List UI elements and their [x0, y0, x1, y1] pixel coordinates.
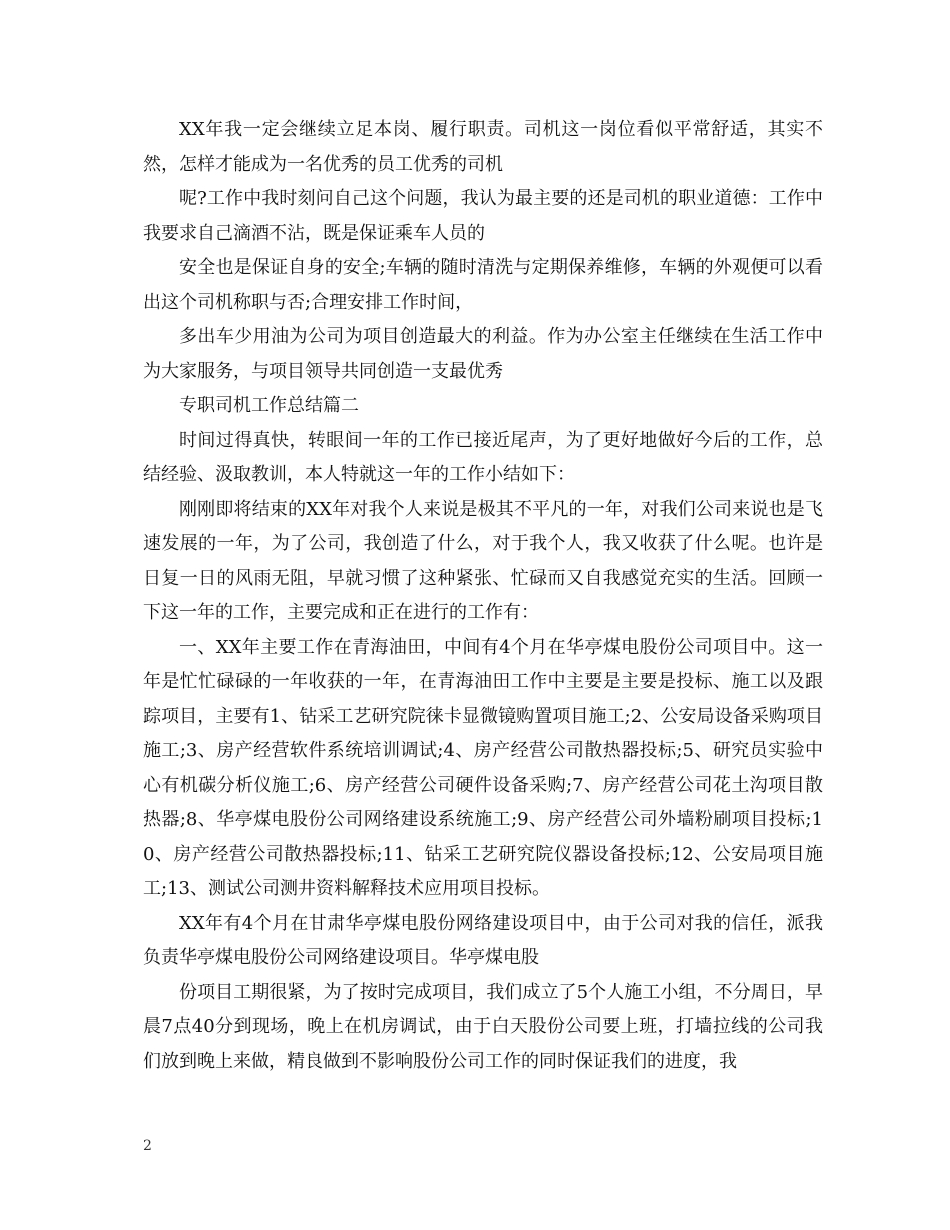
paragraph: XX年我一定会继续立足本岗、履行职责。司机这一岗位看似平常舒适，其实不然，怎样才能成为一名优秀的员工优秀的司机 [143, 119, 823, 175]
paragraph: 安全也是保证自身的安全;车辆的随时清洗与定期保养维修，车辆的外观便可以看出这个司机称职与否;合理安排工作时间， [143, 257, 823, 313]
paragraph: 呢?工作中我时刻问自己这个问题，我认为最主要的还是司机的职业道德：工作中我要求自己滴酒不沾，既是保证乘车人员的 [143, 188, 823, 244]
document-body [143, 113, 823, 1079]
page-number: 2 [143, 1138, 152, 1154]
paragraph: 刚刚即将结束的XX年对我个人来说是极其不平凡的一年，对我们公司来说也是飞速发展的一年，为了公司，我创造了什么，对于我个人，我又收获了什么呢。也许是日复一日的风雨无阻，早就习惯了这种紧张、忙碌而又自我感觉充实的生活。回顾一下这一年的工作，主要完成和正在进行的工作有： [143, 498, 823, 623]
paragraph: 份项目工期很紧，为了按时完成项目，我们成立了5个人施工小组，不分周日，早晨7点40分到现场，晚上在机房调试，由于白天股份公司要上班，打墙拉线的公司我们放到晚上来做，精良做到不影响股份公司工作的同时保证我们的进度，我 [143, 981, 823, 1072]
paragraph: XX年有4个月在甘肃华亭煤电股份网络建设项目中，由于公司对我的信任，派我负责华亭煤电股份公司网络建设项目。华亭煤电股 [143, 912, 823, 968]
paragraph: 多出车少用油为公司为项目创造最大的利益。作为办公室主任继续在生活工作中为大家服务，与项目领导共同创造一支最优秀 [143, 326, 823, 382]
paragraph: 时间过得真快，转眼间一年的工作已接近尾声，为了更好地做好今后的工作，总结经验、汲取教训，本人特就这一年的工作小结如下： [143, 429, 823, 485]
section-heading: 专职司机工作总结篇二 [179, 395, 359, 416]
paragraph: 一、XX年主要工作在青海油田，中间有4个月在华亭煤电股份公司项目中。这一年是忙忙碌碌的一年收获的一年，在青海油田工作中主要是主要是投标、施工以及跟踪项目，主要有1、钻采工艺研究院徕卡显微镜购置项目施工;2、公安局设备采购项目施工;3、房产经营软件系统培训调试;4、房产经营公司散热器投标;5、研究员实验中心有机碳分析仪施工;6、房产经营公司硬件设备采购;7、房产经营公司花土沟项目散热器;8、华亭煤电股份公司网络建设系统施工;9、房产经营公司外墙粉刷项目投标;10、房产经营公司散热器投标;11、钻采工艺研究院仪器设备投标;12、公安局项目施工;13、测试公司测井资料解释技术应用项目投标。 [143, 636, 823, 899]
